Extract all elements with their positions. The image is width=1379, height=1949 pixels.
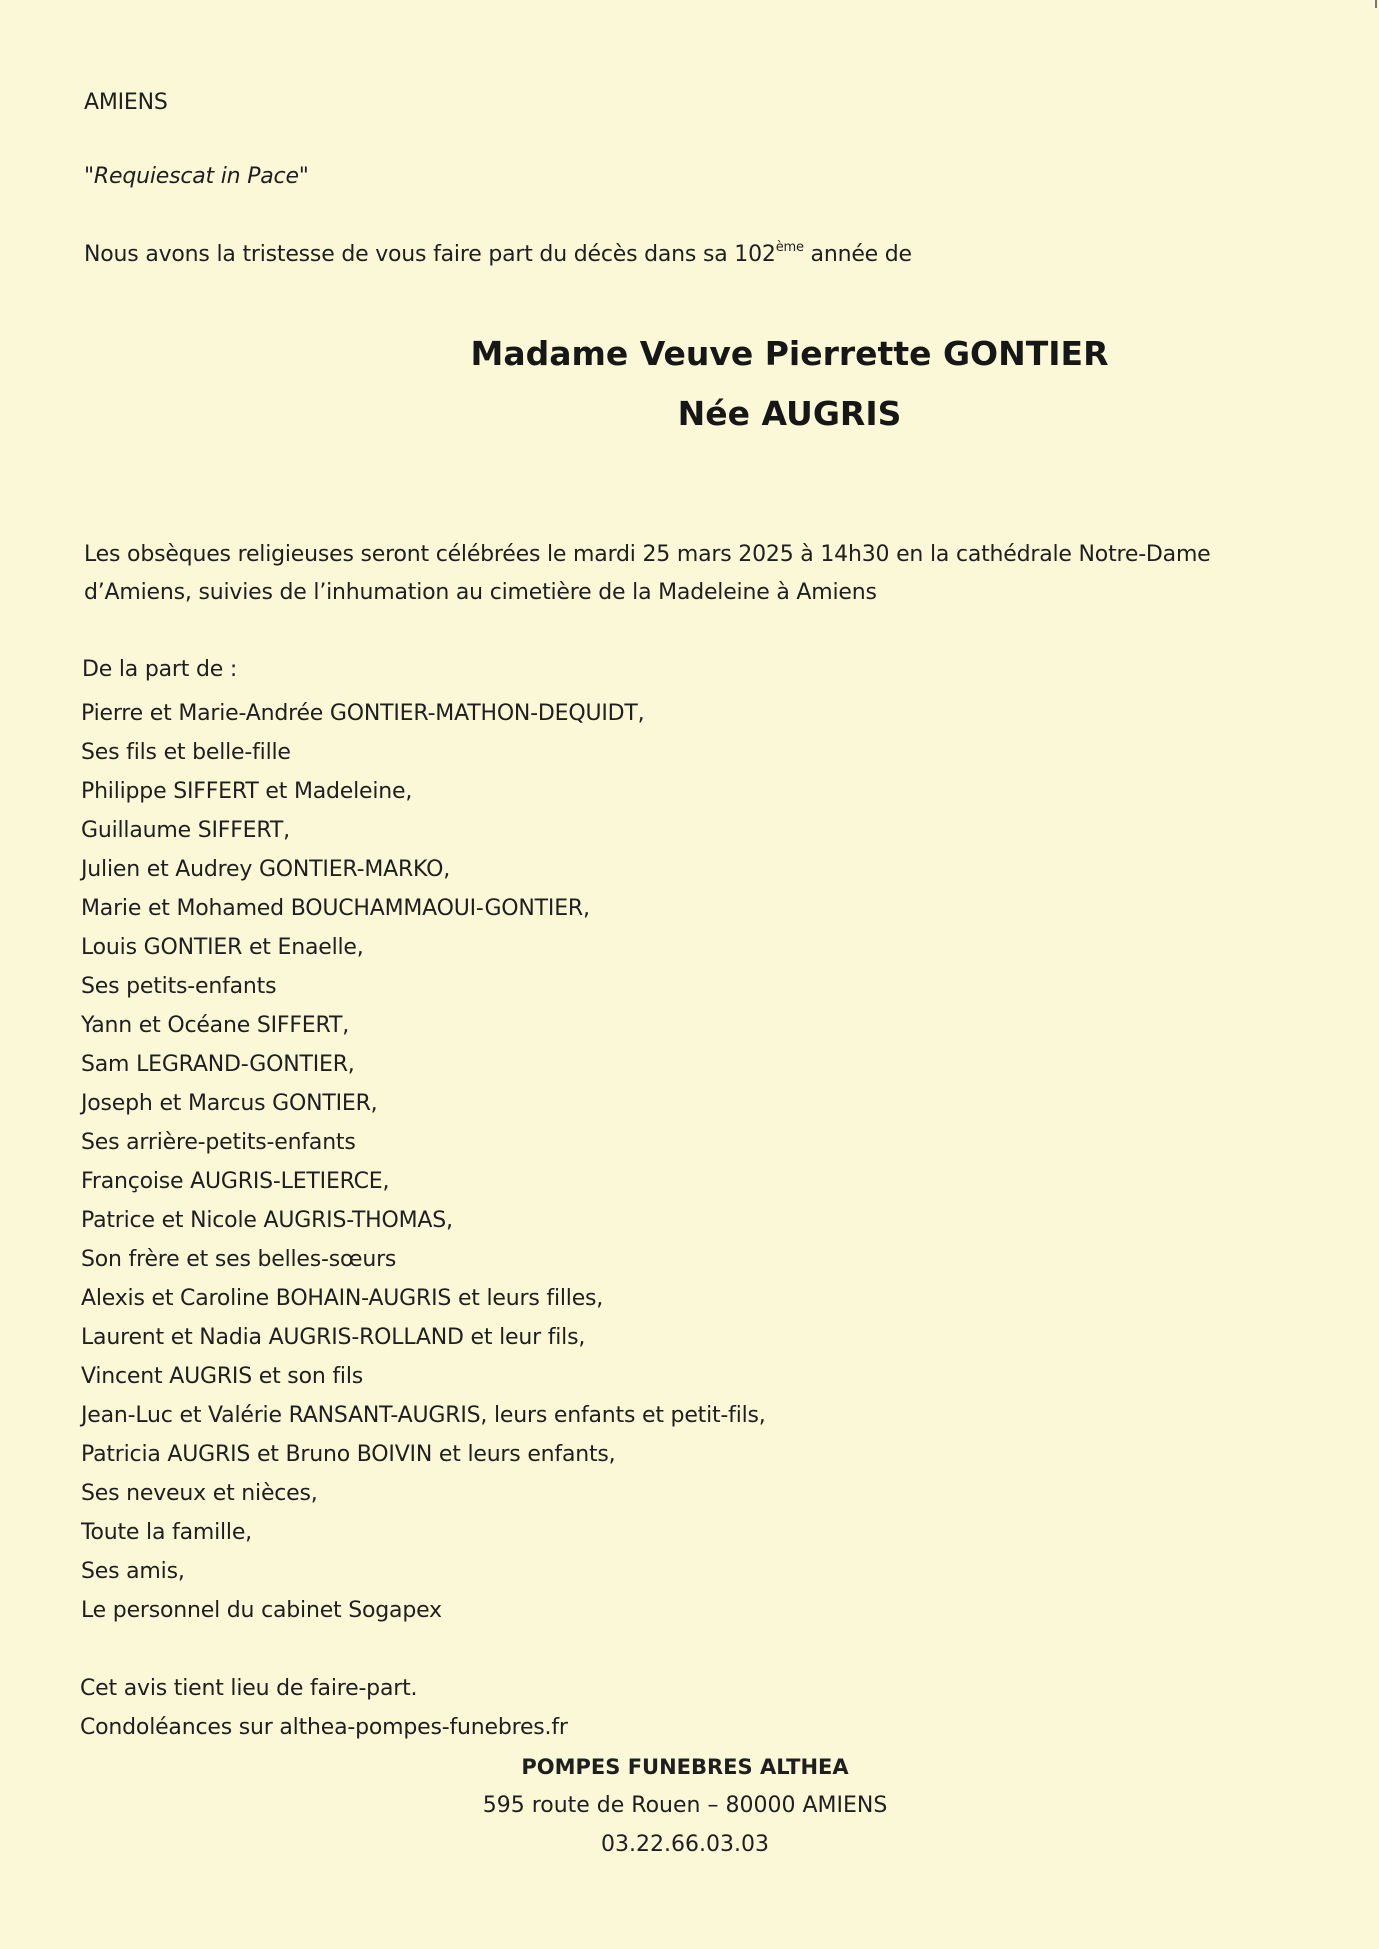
family-line: Patrice et Nicole AUGRIS-THOMAS,	[81, 1208, 453, 1233]
family-line: Guillaume SIFFERT,	[81, 818, 290, 843]
family-intro: De la part de :	[82, 657, 238, 682]
family-list	[81, 694, 766, 1630]
deceased-birth-name: Née AUGRIS	[677, 394, 902, 433]
ceremony-line-1: Les obsèques religieuses seront célébrées le mardi 25 mars 2025 à 14h30 en la cathédrale Notre-Dame	[84, 542, 1211, 567]
family-line: Pierre et Marie-Andrée GONTIER-MATHON-DEQUIDT,	[81, 701, 645, 726]
condolences-text: Condoléances sur althea-pompes-funebres.fr	[80, 1715, 568, 1740]
family-line: Son frère et ses belles-sœurs	[81, 1247, 397, 1272]
family-line: Toute la famille,	[81, 1520, 252, 1545]
family-line: Yann et Océane SIFFERT,	[81, 1013, 350, 1038]
family-line: Le personnel du cabinet Sogapex	[81, 1598, 442, 1623]
family-line: Marie et Mohamed BOUCHAMMAOUI-GONTIER,	[81, 896, 590, 921]
family-line: Ses amis,	[81, 1559, 185, 1584]
family-line: Joseph et Marcus GONTIER,	[81, 1091, 378, 1116]
funeral-home-name: POMPES FUNEBRES ALTHEA	[521, 1755, 849, 1779]
announcement-intro	[84, 240, 912, 270]
family-line: Ses neveux et nièces,	[81, 1481, 318, 1506]
family-line: Patricia AUGRIS et Bruno BOIVIN et leurs enfants,	[81, 1442, 616, 1467]
notice-text: Cet avis tient lieu de faire-part.	[80, 1676, 418, 1701]
family-line: Laurent et Nadia AUGRIS-ROLLAND et leur fils,	[81, 1325, 586, 1350]
family-line: Sam LEGRAND-GONTIER,	[81, 1052, 355, 1077]
intro-text-after: année de	[803, 242, 912, 267]
family-line: Jean-Luc et Valérie RANSANT-AUGRIS, leurs enfants et petit-fils,	[81, 1403, 766, 1428]
family-line: Julien et Audrey GONTIER-MARKO,	[81, 857, 450, 882]
family-line: Alexis et Caroline BOHAIN-AUGRIS et leurs filles,	[81, 1286, 604, 1311]
intro-superscript: ème	[775, 239, 804, 255]
motto: "Requiescat in Pace"	[84, 164, 309, 189]
family-line: Ses fils et belle-fille	[81, 740, 291, 765]
family-line: Vincent AUGRIS et son fils	[81, 1364, 363, 1389]
funeral-home-phone: 03.22.66.03.03	[601, 1832, 769, 1857]
intro-text-before: Nous avons la tristesse de vous faire part du décès dans sa 102	[84, 242, 776, 267]
family-line: Ses arrière-petits-enfants	[81, 1130, 356, 1155]
funeral-home-address: 595 route de Rouen – 80000 AMIENS	[482, 1793, 888, 1818]
city-heading: AMIENS	[84, 90, 168, 115]
family-line: Françoise AUGRIS-LETIERCE,	[81, 1169, 390, 1194]
scan-corner-mark	[1375, 0, 1377, 8]
ceremony-line-2: d’Amiens, suivies de l’inhumation au cimetière de la Madeleine à Amiens	[84, 580, 877, 605]
family-line: Ses petits-enfants	[81, 974, 277, 999]
family-line: Philippe SIFFERT et Madeleine,	[81, 779, 413, 804]
family-line: Louis GONTIER et Enaelle,	[81, 935, 364, 960]
deceased-name: Madame Veuve Pierrette GONTIER	[470, 334, 1109, 373]
